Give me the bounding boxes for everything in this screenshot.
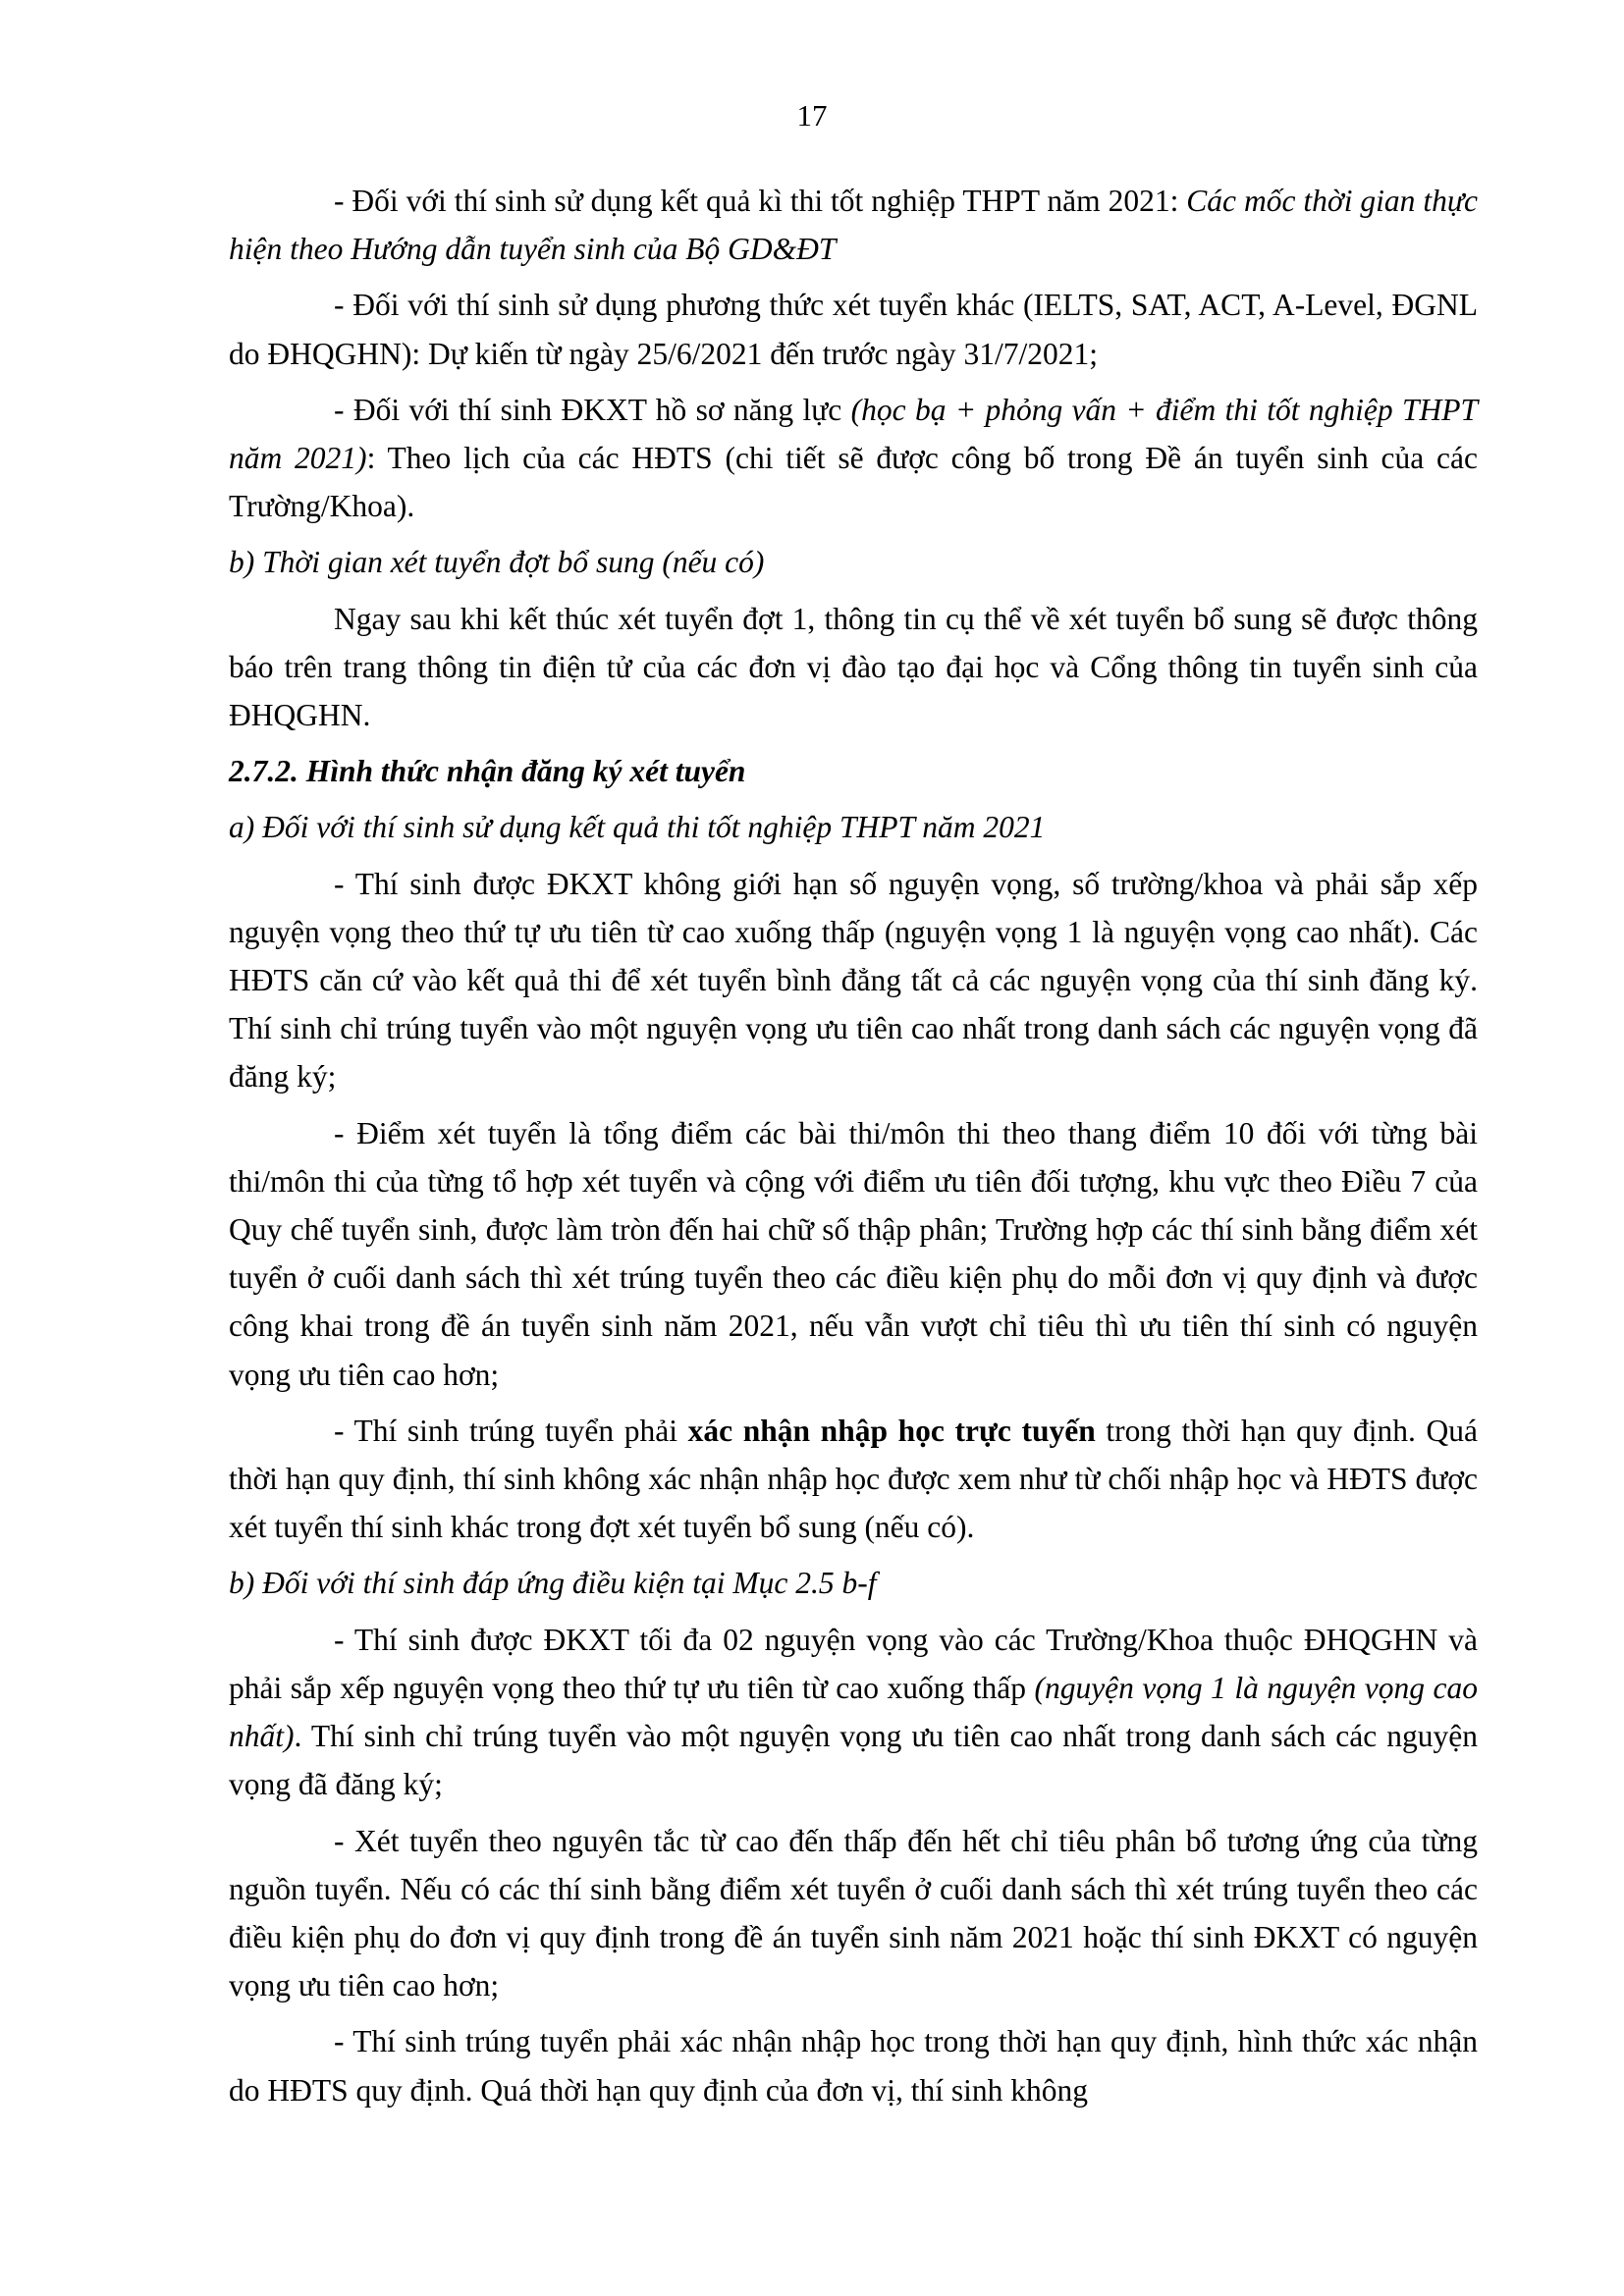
document-body — [229, 177, 1478, 2122]
subheading-section-candidates: b) Đối với thí sinh đáp ứng điều kiện tại Mục 2.5 b-f — [229, 1566, 877, 1601]
paragraph-text: - Xét tuyển theo nguyên tắc từ cao đến thấp đến hết chỉ tiêu phân bổ tương ứng của từng nguồn tuyển. Nếu có các thí sinh bằng điểm xét tuyển ở cuối danh sách thì xét trúng tuyển theo các điều kiện phụ do đơn vị quy định trong đề án tuyển sinh năm 2021 hoặc thí sinh ĐKXT có nguyện vọng ưu tiên cao hơn; — [229, 1823, 1478, 2003]
paragraph-text: - Thí sinh trúng tuyển phải — [334, 1413, 688, 1448]
paragraph-text: . Thí sinh chỉ trúng tuyển vào một nguyện vọng ưu tiên cao nhất trong danh sách các nguyện vọng đã đăng ký; — [229, 1719, 1478, 1802]
section-heading: 2.7.2. Hình thức nhận đăng ký xét tuyển — [229, 754, 746, 789]
italic-text: Các mốc thời gian thực hiện theo Hướng dẫn tuyển sinh của Bộ GD&ĐT — [229, 184, 1478, 267]
paragraph-unlimited-choices — [229, 860, 1478, 1101]
paragraph-text: - Đối với thí sinh sử dụng kết quả kì thi tốt nghiệp THPT năm 2021: — [334, 184, 1187, 218]
subheading-supplementary-time: b) Thời gian xét tuyển đợt bổ sung (nếu có) — [229, 545, 765, 580]
paragraph-score-calculation — [229, 1109, 1478, 1399]
paragraph-text: - Thí sinh được ĐKXT tối đa 02 nguyện vọng vào các Trường/Khoa thuộc ĐHQGHN và phải sắp xếp nguyện vọng theo thứ tự ưu tiên từ cao xuống thấp — [229, 1622, 1478, 1705]
paragraph-two-choices — [229, 1616, 1478, 1809]
paragraph-competency-profile — [229, 386, 1478, 531]
bold-text: xác nhận nhập học trực tuyến — [687, 1413, 1096, 1448]
paragraph-online-confirmation — [229, 1407, 1478, 1552]
paragraph-enrollment-confirmation — [229, 2017, 1478, 2113]
italic-text: (học bạ + phỏng vấn + điểm thi tốt nghiệp THPT năm 2021) — [229, 392, 1478, 476]
italic-text: (nguyện vọng 1 là nguyện vọng cao nhất) — [229, 1670, 1478, 1754]
paragraph-text: - Đối với thí sinh ĐKXT hồ sơ năng lực — [334, 392, 851, 427]
paragraph-text: - Thí sinh được ĐKXT không giới hạn số nguyện vọng, số trường/khoa và phải sắp xếp nguyện vọng theo thứ tự ưu tiên từ cao xuống thấp (nguyện vọng 1 là nguyện vọng cao nhất). Các HĐTS căn cứ vào kết quả thi để xét tuyển bình đẳng tất cả các nguyện vọng của thí sinh đăng ký. Thí sinh chỉ trúng tuyển vào một nguyện vọng ưu tiên cao nhất trong danh sách các nguyện vọng đã đăng ký; — [229, 866, 1478, 1095]
paragraph-text: trong thời hạn quy định. Quá thời hạn quy định, thí sinh không xác nhận nhập học được xem như từ chối nhập học và HĐTS được xét tuyển thí sinh khác trong đợt xét tuyển bổ sung (nếu có). — [229, 1413, 1478, 1545]
paragraph-exam-timeline — [229, 177, 1478, 273]
paragraph-text: : Theo lịch của các HĐTS (chi tiết sẽ được công bố trong Đề án tuyển sinh của các Trường/Khoa). — [229, 441, 1478, 524]
paragraph-other-methods — [229, 281, 1478, 377]
paragraph-text: Ngay sau khi kết thúc xét tuyển đợt 1, thông tin cụ thể về xét tuyển bổ sung sẽ được thông báo trên trang thông tin điện tử của các đơn vị đào tạo đại học và Cổng thông tin tuyển sinh của ĐHQGHN. — [229, 601, 1478, 733]
paragraph-text: - Điểm xét tuyển là tổng điểm các bài thi/môn thi theo thang điểm 10 đối với từng bài thi/môn thi của từng tổ hợp xét tuyển và cộng với điểm ưu tiên đối tượng, khu vực theo Điều 7 của Quy chế tuyển sinh, được làm tròn đến hai chữ số thập phân; Trường hợp các thí sinh bằng điểm xét tuyển ở cuối danh sách thì xét trúng tuyển theo các điều kiện phụ do mỗi đơn vị quy định và được công khai trong đề án tuyển sinh năm 2021, nếu vẫn vượt chỉ tiêu thì ưu tiên thí sinh có nguyện vọng ưu tiên cao hơn; — [229, 1115, 1478, 1392]
subheading-exam-candidates: a) Đối với thí sinh sử dụng kết quả thi tốt nghiệp THPT năm 2021 — [229, 810, 1046, 845]
page-number: 17 — [796, 98, 828, 133]
paragraph-text: - Thí sinh trúng tuyển phải xác nhận nhập học trong thời hạn quy định, hình thức xác nhận do HĐTS quy định. Quá thời hạn quy định của đơn vị, thí sinh không — [229, 2024, 1478, 2108]
paragraph-selection-principle — [229, 1817, 1478, 2010]
paragraph-text: - Đối với thí sinh sử dụng phương thức xét tuyển khác (IELTS, SAT, ACT, A-Level, ĐGNL do ĐHQGHN): Dự kiến từ ngày 25/6/2021 đến trước ngày 31/7/2021; — [229, 288, 1478, 371]
paragraph-supplementary-info — [229, 595, 1478, 740]
